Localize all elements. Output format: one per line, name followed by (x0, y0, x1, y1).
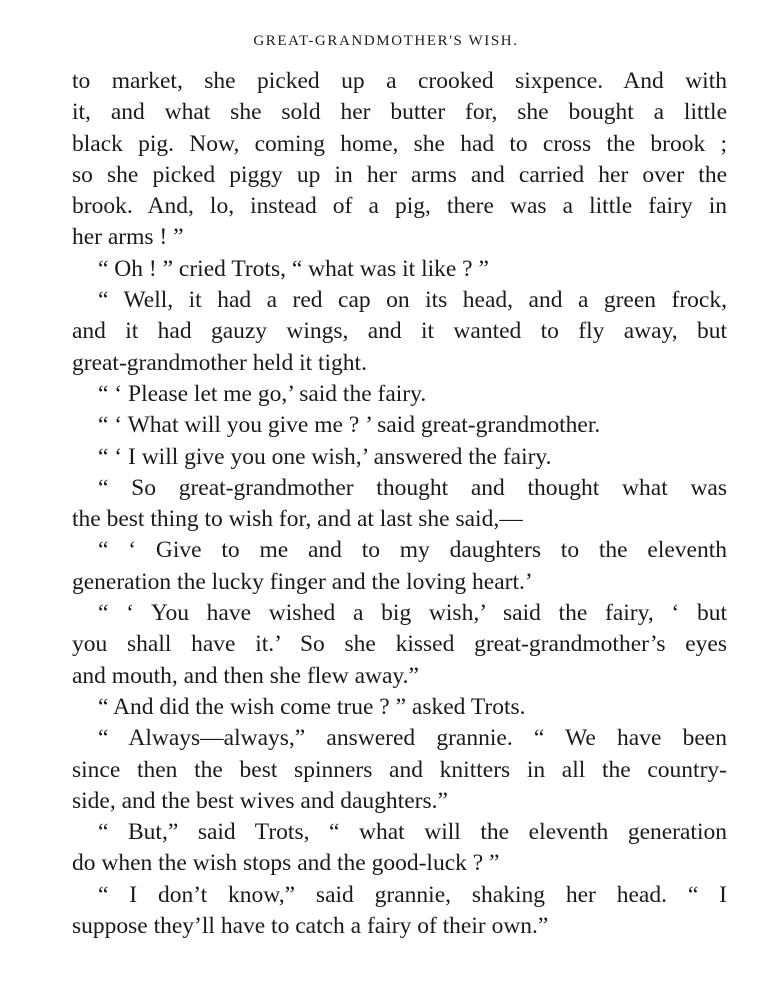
text-line: “ But,” said Trots, “ what will the eleventh generation (98, 819, 727, 846)
text-line: “ Always—always,” answered grannie. “ We have been (98, 725, 727, 752)
text-line: “ ‘ Give to me and to my daughters to the eleventh (98, 537, 727, 564)
text-line: “ ‘ Please let me go,’ said the fairy. (98, 380, 427, 407)
text-line: do when the wish stops and the good-luck ? ” (72, 850, 500, 877)
text-line: you shall have it.’ So she kissed great-grandmother’s eyes (72, 631, 727, 658)
body-text (72, 66, 727, 942)
text-line: since then the best spinners and knitters in all the country- (72, 756, 727, 783)
text-line: black pig. Now, coming home, she had to cross the brook ; (72, 130, 727, 157)
text-line: so she picked piggy up in her arms and carried her over the (72, 161, 727, 188)
text-line: “ And did the wish come true ? ” asked Trots. (98, 693, 526, 720)
text-line: “ So great-grandmother thought and thought what was (98, 474, 727, 501)
text-line: “ Well, it had a red cap on its head, and a green frock, (98, 287, 727, 314)
text-line: great-grandmother held it tight. (72, 349, 367, 376)
text-line: it, and what she sold her butter for, she bought a little (72, 99, 727, 126)
text-line: suppose they’ll have to catch a fairy of their own.” (72, 913, 549, 940)
text-line: “ ‘ You have wished a big wish,’ said the fairy, ‘ but (98, 600, 727, 627)
text-line: the best thing to wish for, and at last she said,— (72, 506, 523, 533)
text-line: and mouth, and then she flew away.” (72, 662, 419, 689)
text-line: generation the lucky finger and the loving heart.’ (72, 568, 533, 595)
text-line: brook. And, lo, instead of a pig, there was a little fairy in (72, 193, 727, 220)
text-line: “ Oh ! ” cried Trots, “ what was it like ? ” (98, 255, 489, 282)
text-line: side, and the best wives and daughters.” (72, 787, 448, 814)
text-line: “ ‘ What will you give me ? ’ said great-grandmother. (98, 412, 601, 439)
running-head: GREAT-GRANDMOTHER'S WISH. (253, 33, 519, 49)
text-line: to market, she picked up a crooked sixpence. And with (72, 68, 727, 94)
text-line: “ I don’t know,” said grannie, shaking her head. “ I (98, 881, 727, 908)
text-line: “ ‘ I will give you one wish,’ answered the fairy. (98, 443, 552, 470)
text-line: her arms ! ” (72, 224, 184, 251)
text-line: and it had gauzy wings, and it wanted to fly away, but (72, 318, 727, 345)
